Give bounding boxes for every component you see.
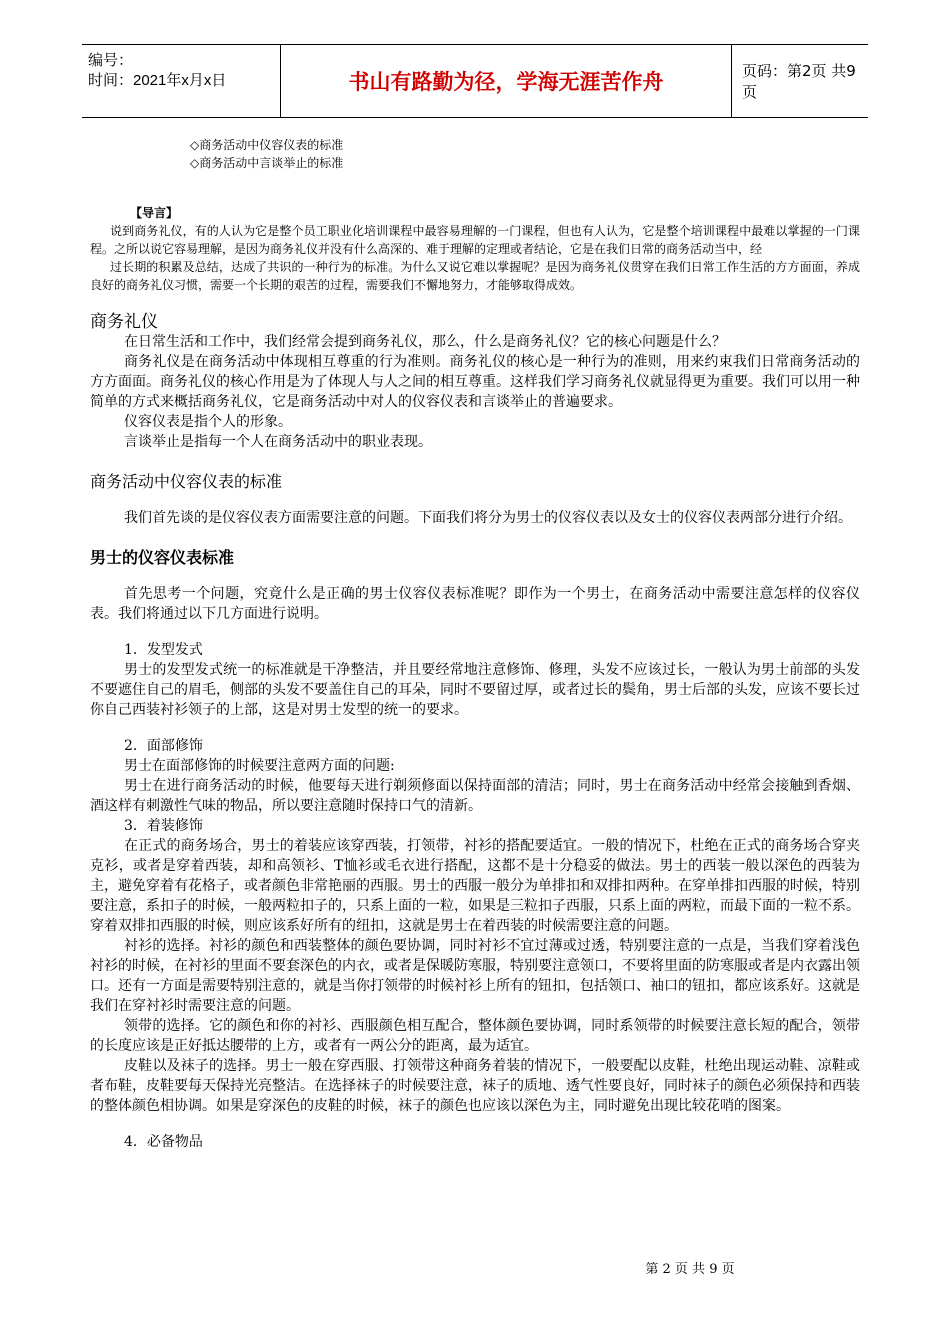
header-time-label: 时间：2021年x月x日 <box>88 72 227 89</box>
paragraph: 男士的发型发式统一的标准就是干净整洁，并且要经常地注意修饰、修理，头发不应该过长，一般认为男士前部的头发不要遮住自己的眉毛，侧部的头发不要盖住自己的耳朵，同时不要留过厚，或者过长的鬓角，男士后部的头发，应该不要长过你自己西装衬衫领子的上部，这是对男士发型的统一的要求。 <box>90 662 860 718</box>
paragraph: 言谈举止是指每一个人在商务活动中的职业表现。 <box>124 434 432 450</box>
table-of-contents <box>190 136 343 172</box>
paragraph: 皮鞋以及袜子的选择。男士一般在穿西服、打领带这种商务着装的情况下，一般要配以皮鞋，杜绝出现运动鞋、凉鞋或者布鞋，皮鞋要每天保持光亮整洁。在选择袜子的时候要注意，袜子的质地、透气性要良好，同时袜子的颜色必须保持和西装的整体颜色相协调。如果是穿深色的皮鞋的时候，袜子的颜色也应该以深色为主，同时避免出现比较花哨的图案。 <box>90 1058 860 1114</box>
paragraph: 男士在面部修饰的时候要注意两方面的问题: <box>124 758 395 774</box>
page-header <box>82 44 868 118</box>
paragraph: 我们首先谈的是仪容仪表方面需要注意的问题。下面我们将分为男士的仪容仪表以及女士的仪容仪表两部分进行介绍。 <box>124 510 852 526</box>
paragraph: 衬衫的选择。衬衫的颜色和西装整体的颜色要协调，同时衬衫不宜过薄或过透，特别要注意的一点是，当我们穿着浅色衬衫的时候，在衬衫的里面不要套深色的内衣，或者是保暖防寒服，特别要注意领口，不要将里面的防寒服或者是内衣露出领口。还有一方面是需要特别注意的，就是当你打领带的时候衬衫上所有的钮扣，包括领口、袖口的钮扣，都应该系好。这就是我们在穿衬衫时需要注意的问题。 <box>90 938 860 1014</box>
paragraph: 仪容仪表是指个人的形象。 <box>124 414 292 430</box>
header-number-label: 编号： <box>88 52 134 69</box>
header-page-label: 页码：第2页 共9页 <box>742 62 856 101</box>
item-title: 2．面部修饰 <box>124 738 203 754</box>
section-title-men: 男士的仪容仪表标准 <box>90 548 235 567</box>
paragraph: 商务礼仪是在商务活动中体现相互尊重的行为准则。商务礼仪的核心是一种行为的准则，用来约束我们日常商务活动的方方面面。商务礼仪的核心作用是为了体现人与人之间的相互尊重。这样我们学习商务礼仪就显得更为重要。我们可以用一种简单的方式来概括商务礼仪，它是商务活动中对人的仪容仪表和言谈举止的普遍要求。 <box>90 354 860 410</box>
intro-paragraph: 说到商务礼仪，有的人认为它是整个员工职业化培训课程中最容易理解的一门课程，但也有人认为，它是整个培训课程中最难以掌握的一门课程。之所以说它容易理解，是因为商务礼仪并没有什么高深的、难于理解的定理或者结论，它是在我们日常的商务活动当中，经 <box>90 224 860 256</box>
intro-title: 【导言】 <box>130 206 179 220</box>
main-content <box>90 312 860 1152</box>
section-title-business-etiquette: 商务礼仪 <box>90 312 158 332</box>
header-motto: 书山有路勤为径，学海无涯苦作舟 <box>280 45 732 117</box>
intro-section <box>90 204 860 294</box>
paragraph: 男士在进行商务活动的时候，他要每天进行剃须修面以保持面部的清洁；同时，男士在商务活动中经常会接触到香烟、酒这样有刺激性气味的物品，所以要注意随时保持口气的清新。 <box>90 778 860 814</box>
item-title: 1．发型发式 <box>124 642 203 658</box>
item-title: 4．必备物品 <box>124 1134 203 1150</box>
section-title-appearance: 商务活动中仪容仪表的标准 <box>90 472 283 491</box>
header-meta <box>88 51 226 91</box>
intro-paragraph: 过长期的积累及总结，达成了共识的一种行为的标准。为什么又说它难以掌握呢？是因为商务礼仪贯穿在我们日常工作生活的方方面面，养成良好的商务礼仪习惯，需要一个长期的艰苦的过程，需要我们不懈地努力，才能够取得成效。 <box>90 260 860 292</box>
paragraph: 在正式的商务场合，男士的着装应该穿西装，打领带，衬衫的搭配要适宜。一般的情况下，杜绝在正式的商务场合穿夹克衫，或者是穿着西装，却和高领衫、T恤衫或毛衣进行搭配，这都不是十分稳妥的做法。男士的西装一般以深色的西装为主，避免穿着有花格子，或者颜色非常艳丽的西服。男士的西服一般分为单排扣和双排扣两种。在穿单排扣西服的时候，特别要注意，系扣子的时候，一般两粒扣子的，只系上面的一粒，如果是三粒扣子西服，只系上面的两粒，而最下面的一粒不系。穿着双排扣西服的时候，则应该系好所有的纽扣，这就是男士在着西装的时候需要注意的问题。 <box>90 838 860 934</box>
paragraph: 首先思考一个问题，究竟什么是正确的男士仪容仪表标准呢？即作为一个男士，在商务活动中需要注意怎样的仪容仪表。我们将通过以下几方面进行说明。 <box>90 586 860 622</box>
paragraph: 领带的选择。它的颜色和你的衬衫、西服颜色相互配合，整体颜色要协调，同时系领带的时候要注意长短的配合，领带的长度应该是正好抵达腰带的上方，或者有一两公分的距离，最为适宜。 <box>90 1018 860 1054</box>
paragraph: 在日常生活和工作中，我们经常会提到商务礼仪，那么，什么是商务礼仪？它的核心问题是什么？ <box>124 334 726 350</box>
item-title: 3．着装修饰 <box>124 818 203 834</box>
page-footer: 第 2 页 共 9 页 <box>645 1262 735 1277</box>
toc-item: ◇商务活动中仪容仪表的标准 <box>190 138 344 152</box>
toc-item: ◇商务活动中言谈举止的标准 <box>190 156 344 170</box>
